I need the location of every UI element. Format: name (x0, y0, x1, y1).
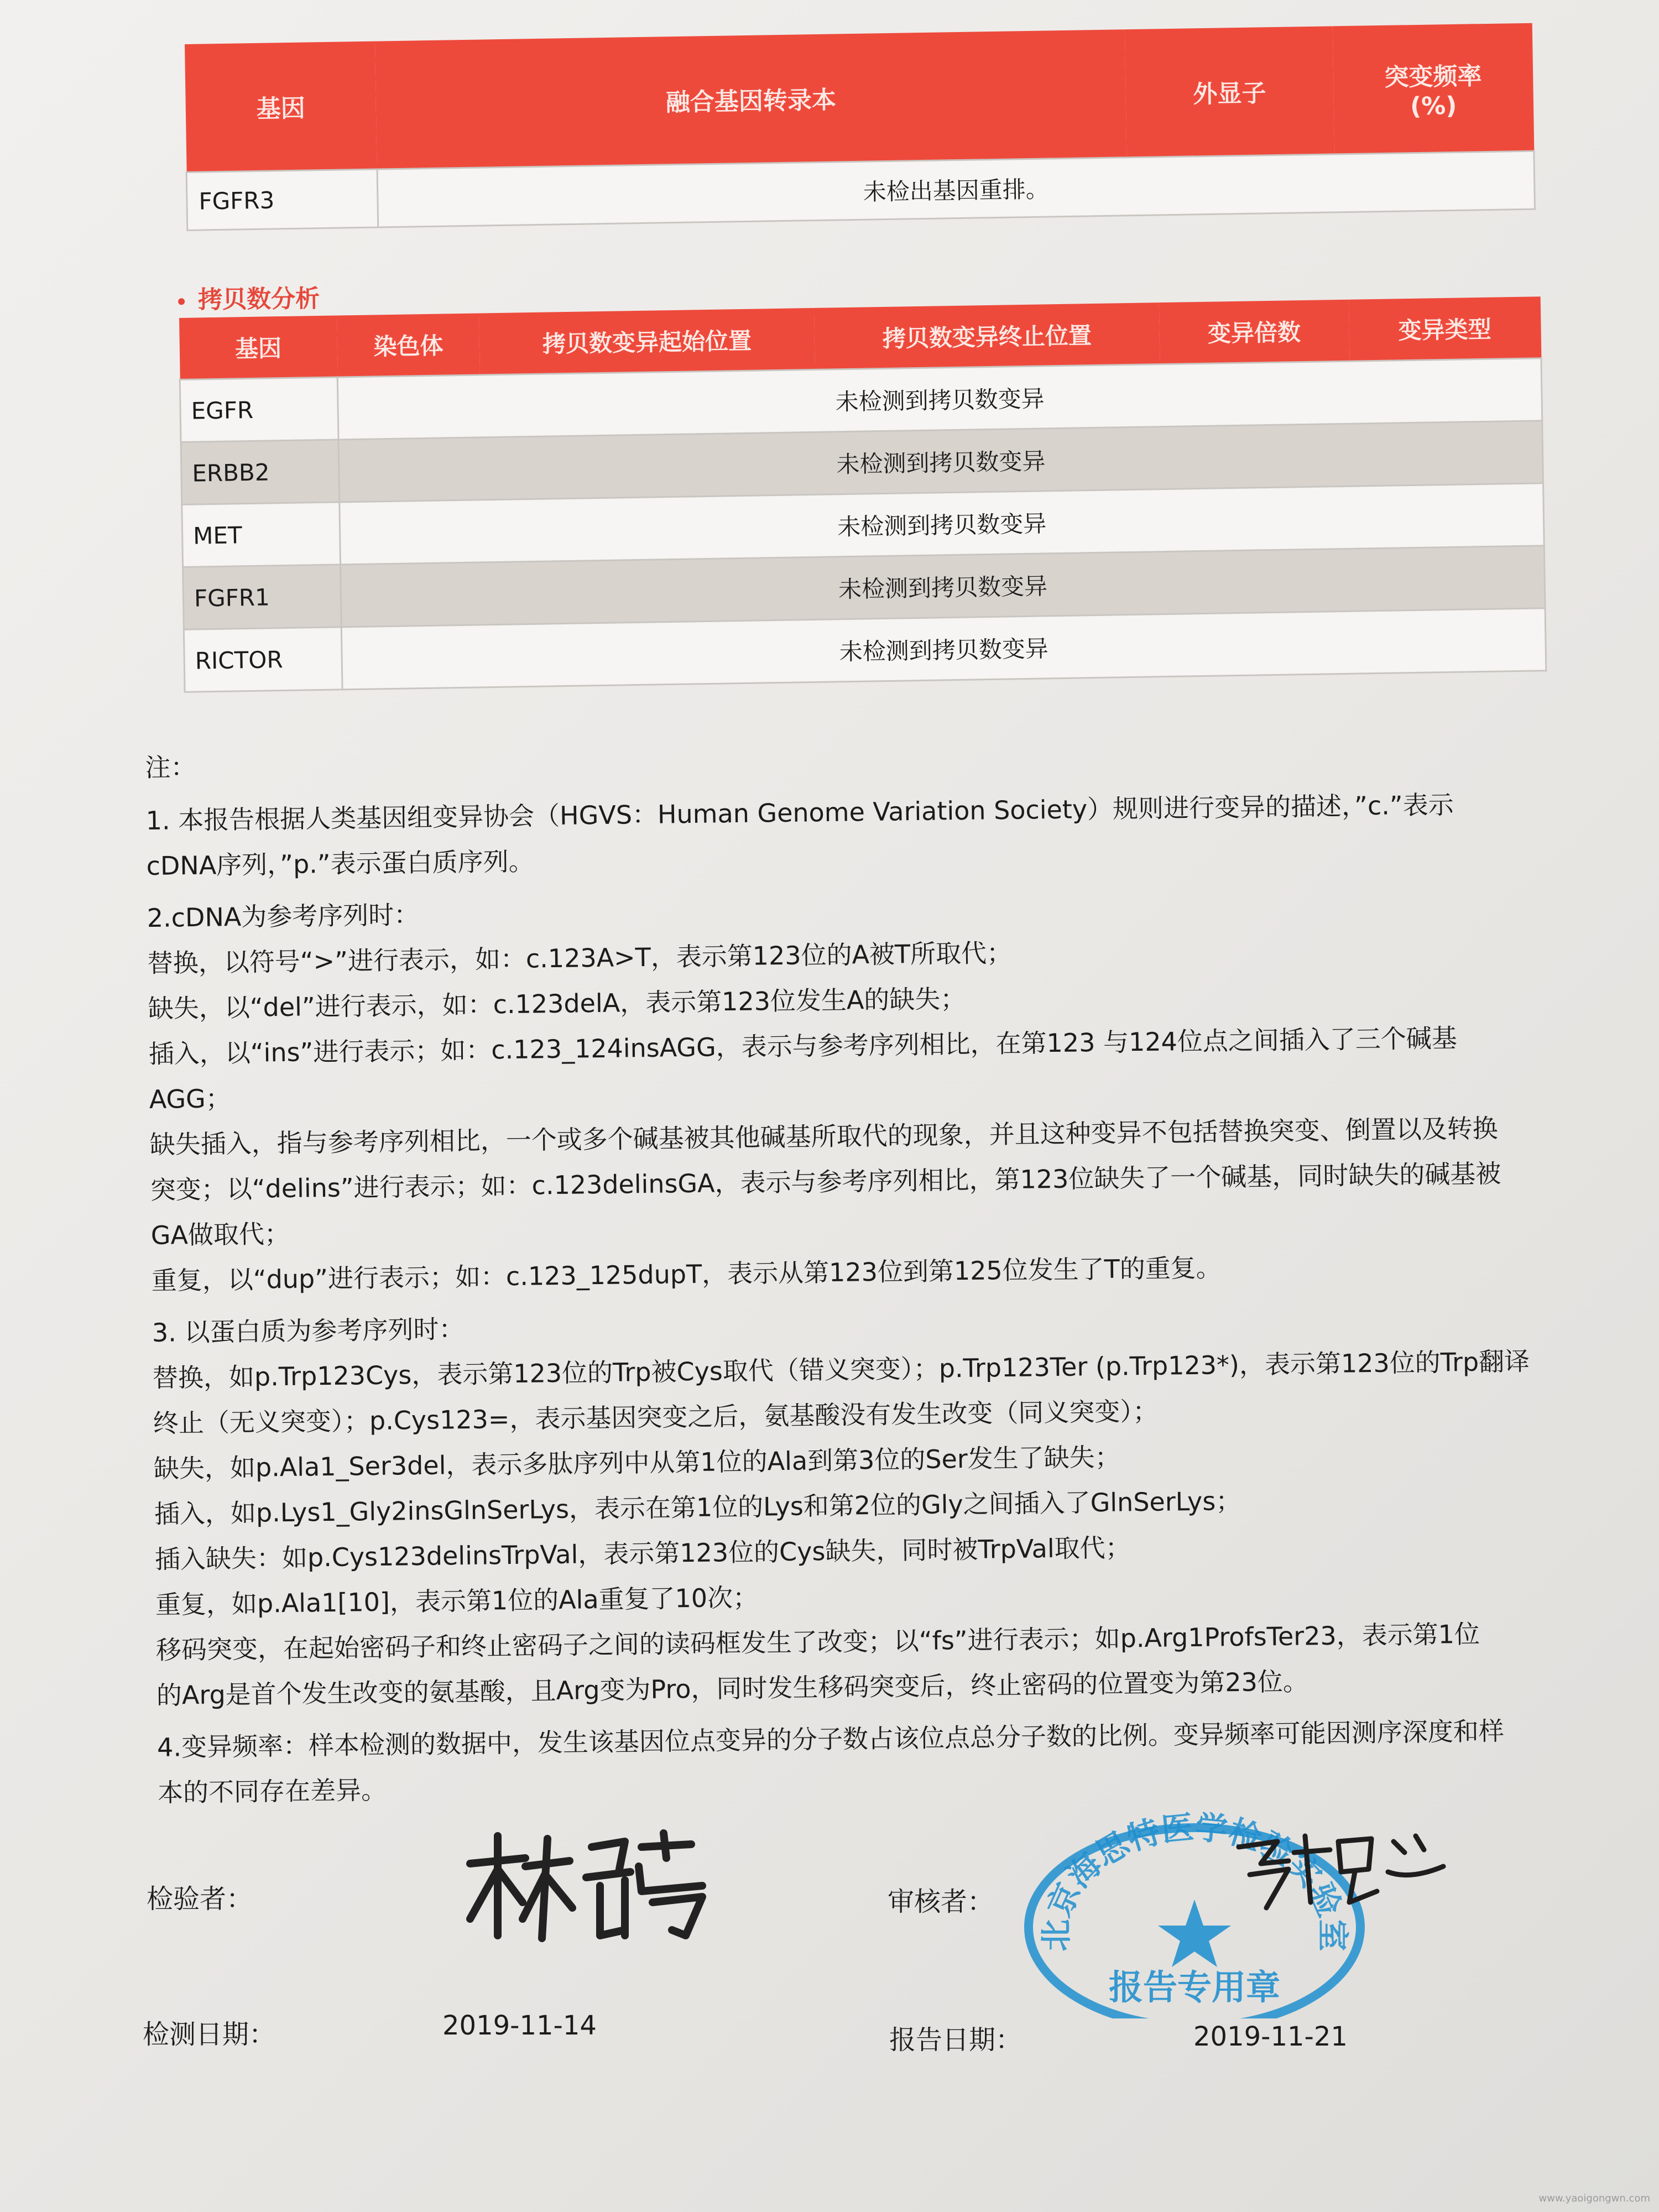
notes-heading: 注： (145, 752, 196, 782)
cnv-header-start: 拷贝数变异起始位置 (479, 308, 815, 375)
notes-section (145, 728, 1651, 1824)
section-title-cnv (178, 279, 320, 316)
note-group-3 (152, 1293, 1650, 1717)
fusion-result-cell: 未检出基因重排。 (377, 151, 1535, 227)
cnv-header-fold: 变异倍数 (1159, 300, 1349, 364)
note-line: cDNA序列，”p.”表示蛋白质序列。 (146, 846, 534, 881)
fusion-gene-table (184, 23, 1536, 231)
report-date-value: 2019-11-21 (1193, 2021, 1348, 2052)
fusion-header-transcript: 融合基因转录本 (375, 29, 1126, 169)
watermark-text: www.yaoigongwn.com (1538, 2193, 1650, 2204)
inspector-label: 检验者： (147, 1884, 253, 1914)
note-line: 的Arg是首个发生改变的氨基酸，且Arg变为Pro，同时发生移码突变后，终止密码的位置变为第23位。 (156, 1666, 1309, 1710)
fusion-table-header-row (184, 23, 1533, 173)
cnv-result-cell: 未检测到拷贝数变异 (338, 358, 1542, 440)
note-line: 终止（无义突变）；p.Cys123=，表示基因突变之后，氨基酸没有发生改变（同义突变）； (153, 1396, 1159, 1438)
note-line: 插入，如p.Lys1_Gly2insGlnSerLys，表示在第1位的Lys和第2位的Gly之间插入了GlnSerLys； (154, 1485, 1241, 1529)
note-line: AGG； (149, 1083, 232, 1114)
cnv-result-cell: 未检测到拷贝数变异 (338, 421, 1543, 502)
cnv-gene-cell: MET (182, 502, 341, 567)
note-group-4 (157, 1708, 1651, 1814)
inspector-signature-icon (459, 1825, 713, 1952)
note-line: 3. 以蛋白质为参考序列时： (152, 1314, 465, 1348)
fusion-header-gene: 基因 (184, 41, 377, 173)
cnv-gene-cell: EGFR (180, 377, 338, 442)
cnv-gene-cell: RICTOR (184, 627, 342, 692)
note-line: 突变；以“delins”进行表示；如：c.123delinsGA，表示与参考序列相比，第123位缺失了一个碱基，同时缺失的碱基被 (150, 1159, 1501, 1205)
note-line: 2.cDNA为参考序列时： (147, 899, 420, 933)
fusion-header-exon: 外显子 (1125, 26, 1335, 157)
note-line: 插入，以“ins”进行表示；如：c.123_124insAGG，表示与参考序列相比，在第123 与124位点之间插入了三个碱基 (148, 1023, 1458, 1069)
cnv-result-cell: 未检测到拷贝数变异 (342, 608, 1546, 690)
cnv-table (178, 296, 1547, 693)
test-date-value: 2019-11-14 (442, 2010, 597, 2041)
cnv-header-end: 拷贝数变异终止位置 (814, 302, 1160, 369)
note-line: 缺失，如p.Ala1_Ser3del，表示多肽序列中从第1位的Ala到第3位的Ser发生了缺失； (153, 1442, 1121, 1484)
svg-text:报告专用章: 报告专用章 (1108, 1967, 1281, 2007)
cnv-gene-cell: ERBB2 (181, 440, 340, 504)
cnv-gene-cell: FGFR1 (183, 565, 342, 629)
note-group-2 (147, 879, 1645, 1302)
note-line: 替换，以符号“>”进行表示，如：c.123A>T，表示第123位的A被T所取代； (147, 937, 1013, 978)
note-line: 缺失插入，指与参考序列相比，一个或多个碱基被其他碱基所取代的现象，并且这种变异不包括替换突变、倒置以及转换 (149, 1113, 1498, 1160)
note-line: 本的不同存在差异。 (157, 1775, 387, 1808)
note-line: 4.变异频率：样本检测的数据中，发生该基因位点变异的分子数占该位点总分子数的比例。变异频率可能因测序深度和样 (156, 1716, 1505, 1762)
note-line: 重复，如p.Ala1[10]，表示第1位的Ala重复了10次； (155, 1582, 759, 1620)
note-line: 重复，以“dup”进行表示；如：c.123_125dupT，表示从第123位到第125位发生了T的重复。 (151, 1253, 1222, 1296)
note-line: 插入缺失：如p.Cys123delinsTrpVal，表示第123位的Cys缺失，同时被TrpVal取代； (154, 1532, 1131, 1574)
reviewer-signature-icon (1228, 1819, 1449, 1913)
bullet-dot-icon (178, 298, 185, 305)
section-title-text: 拷贝数分析 (197, 284, 320, 314)
note-line: 替换，如p.Trp123Cys，表示第123位的Trp被Cys取代（错义突变）；p.Trp123Ter (p.Trp123*)，表示第123位的Trp翻译 (152, 1346, 1530, 1393)
cnv-header-chromosome: 染色体 (337, 313, 480, 377)
note-line: GA做取代； (150, 1218, 290, 1250)
cnv-result-cell: 未检测到拷贝数变异 (341, 546, 1545, 627)
note-line: 缺失，以“del”进行表示，如：c.123delA，表示第123位发生A的缺失； (148, 983, 966, 1024)
svg-text:北京海思特医学检验实验室: 北京海思特医学检验实验室 (1037, 1808, 1352, 1952)
note-line: 移码突变，在起始密码子和终止密码子之间的读码框发生了改变；以“fs”进行表示；如p.Arg1ProfsTer23，表示第1位 (155, 1619, 1480, 1665)
cnv-header-type: 变异类型 (1348, 296, 1541, 361)
cnv-result-cell: 未检测到拷贝数变异 (340, 483, 1544, 565)
note-line: 1. 本报告根据人类基因组变异协会（HGVS：Human Genome Variation Society）规则进行变异的描述，”c.”表示 (145, 790, 1454, 836)
test-date-label: 检测日期： (143, 2019, 276, 2050)
reviewer-label: 审核者： (888, 1886, 994, 1917)
fusion-header-frequency: 突变频率 (%) (1333, 23, 1534, 154)
cnv-header-gene: 基因 (179, 315, 337, 379)
fusion-gene-cell: FGFR3 (186, 169, 378, 230)
note-group-1 (145, 781, 1640, 887)
report-date-label: 报告日期： (889, 2025, 1022, 2056)
